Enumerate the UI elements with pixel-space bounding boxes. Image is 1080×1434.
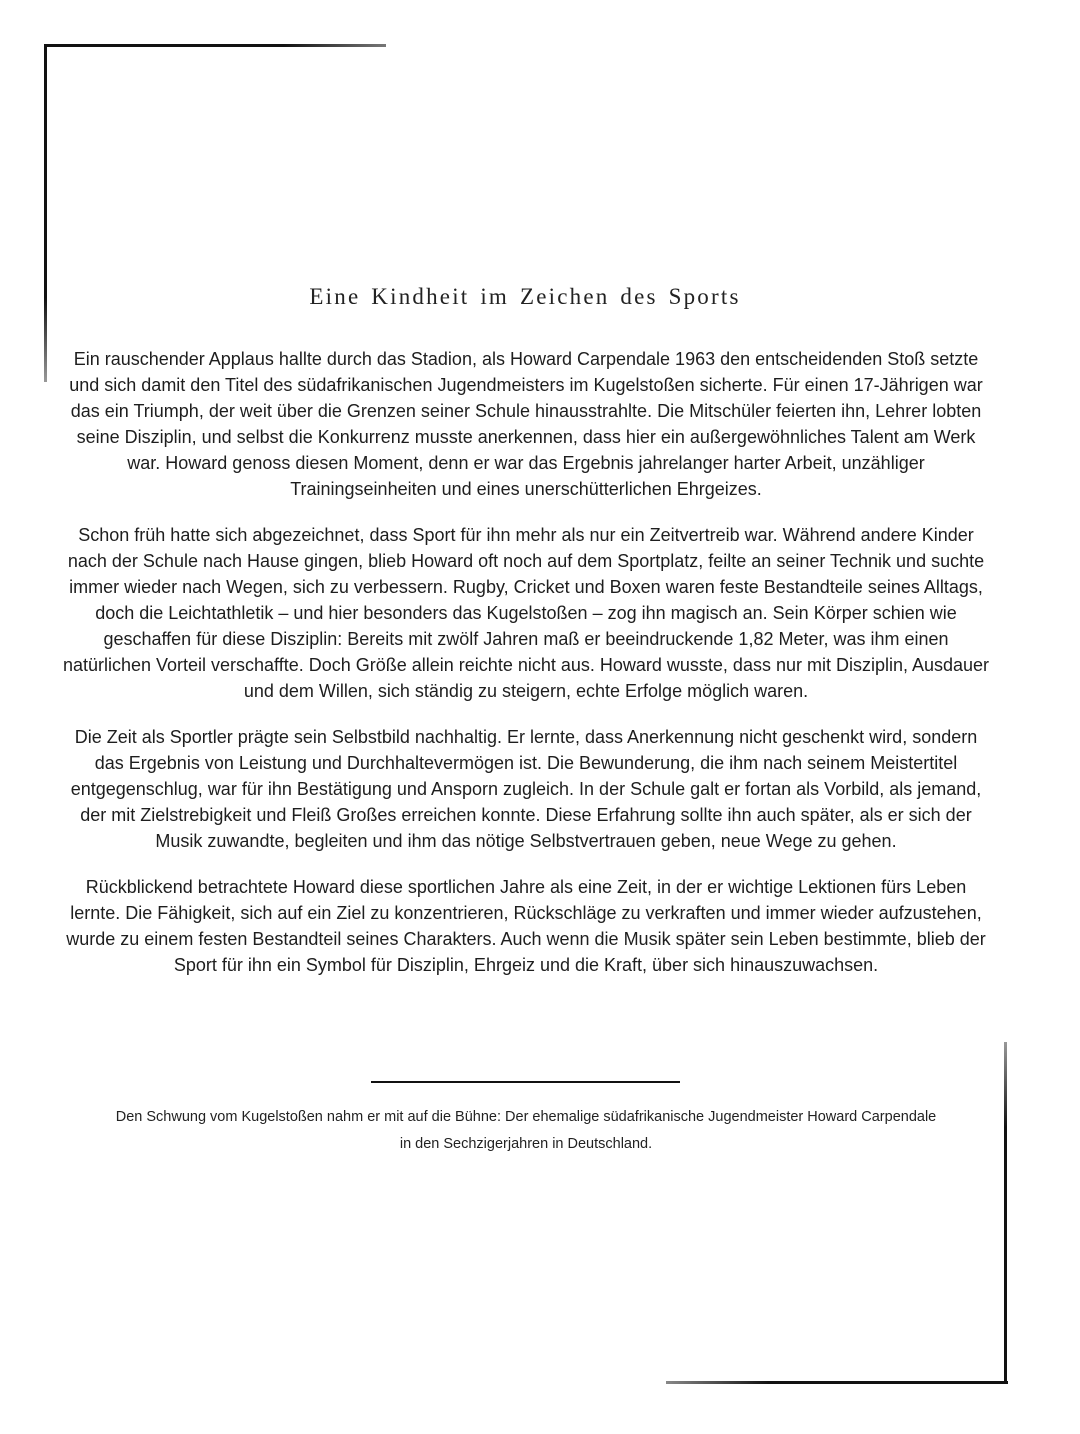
image-caption bbox=[62, 1104, 990, 1158]
frame-corner-bottom-right-vertical bbox=[1004, 1042, 1007, 1384]
caption-line: Den Schwung vom Kugelstoßen nahm er mit auf die Bühne: Der ehemalige südafrikanische Jugendmeister Howard Carpendale bbox=[115, 1109, 937, 1125]
frame-corner-top-left-horizontal bbox=[44, 44, 386, 47]
paragraph: Die Zeit als Sportler prägte sein Selbstbild nachhaltig. Er lernte, dass Anerkennung nicht geschenkt wird, sondern das Ergebnis von Leistung und Durchhaltevermögen ist. Die Bewunderung, die ihm nach seinem Meistertitel entgegenschlug, war für ihn Bestätigung und Ansporn zugleich. In der Schule galt er fortan als Vorbild, als jemand, der mit Zielstrebigkeit und Fleiß Großes erreichen konnte. Diese Erfahrung sollte ihn auch später, als er sich der Musik zuwandte, begleiten und ihm das nötige Selbstvertrauen geben, neue Wege zu gehen. bbox=[70, 727, 982, 851]
paragraph: Schon früh hatte sich abgezeichnet, dass Sport für ihn mehr als nur ein Zeitvertreib war. Während andere Kinder nach der Schule nach Hause gingen, blieb Howard oft noch auf dem Sportplatz, feilte an seiner Technik und suchte immer wieder nach Wegen, sich zu verbessern. Rugby, Cricket und Boxen waren feste Bestandteile seines Alltags, doch die Leichtathletik – und hier besonders das Kugelstoßen – zog ihn magisch an. Sein Körper schien wie geschaffen für diese Disziplin: Bereits mit zwölf Jahren maß er beeindruckende 1,82 Meter, was ihm einen natürlichen Vorteil verschaffte. Doch Größe allein reichte nicht aus. Howard wusste, dass nur mit Disziplin, Ausdauer und dem Willen, sich ständig zu steigern, echte Erfolge möglich waren. bbox=[62, 525, 990, 701]
paragraph: Rückblickend betrachtete Howard diese sportlichen Jahre als eine Zeit, in der er wichtige Lektionen fürs Leben lernte. Die Fähigkeit, sich auf ein Ziel zu konzentrieren, Rückschläge zu verkraften und immer wieder aufzustehen, wurde zu einem festen Bestandteil seines Charakters. Auch wenn die Musik später sein Leben bestimmte, blieb der Sport für ihn ein Symbol für Disziplin, Ehrgeiz und die Kraft, über sich hinauszuwachsen. bbox=[66, 877, 986, 975]
article-body bbox=[62, 346, 990, 998]
frame-corner-top-left-vertical bbox=[44, 44, 47, 382]
frame-corner-bottom-right-horizontal bbox=[666, 1381, 1008, 1384]
page-title: Eine Kindheit im Zeichen des Sports bbox=[309, 284, 741, 309]
caption-line: in den Sechzigerjahren in Deutschland. bbox=[399, 1136, 653, 1152]
divider bbox=[371, 1081, 680, 1083]
paragraph: Ein rauschender Applaus hallte durch das Stadion, als Howard Carpendale 1963 den entscheidenden Stoß setzte und sich damit den Titel des südafrikanischen Jugendmeisters im Kugelstoßen sicherte. Für einen 17-Jährigen war das ein Triumph, der weit über die Grenzen seiner Schule hinausstrahlte. Die Mitschüler feierten ihn, Lehrer lobten seine Disziplin, und selbst die Konkurrenz musste anerkennen, dass hier ein außergewöhnliches Talent am Werk war. Howard genoss diesen Moment, denn er war das Ergebnis jahrelanger harter Arbeit, unzähliger Trainingseinheiten und eines unerschütterlichen Ehrgeizes. bbox=[69, 349, 983, 499]
